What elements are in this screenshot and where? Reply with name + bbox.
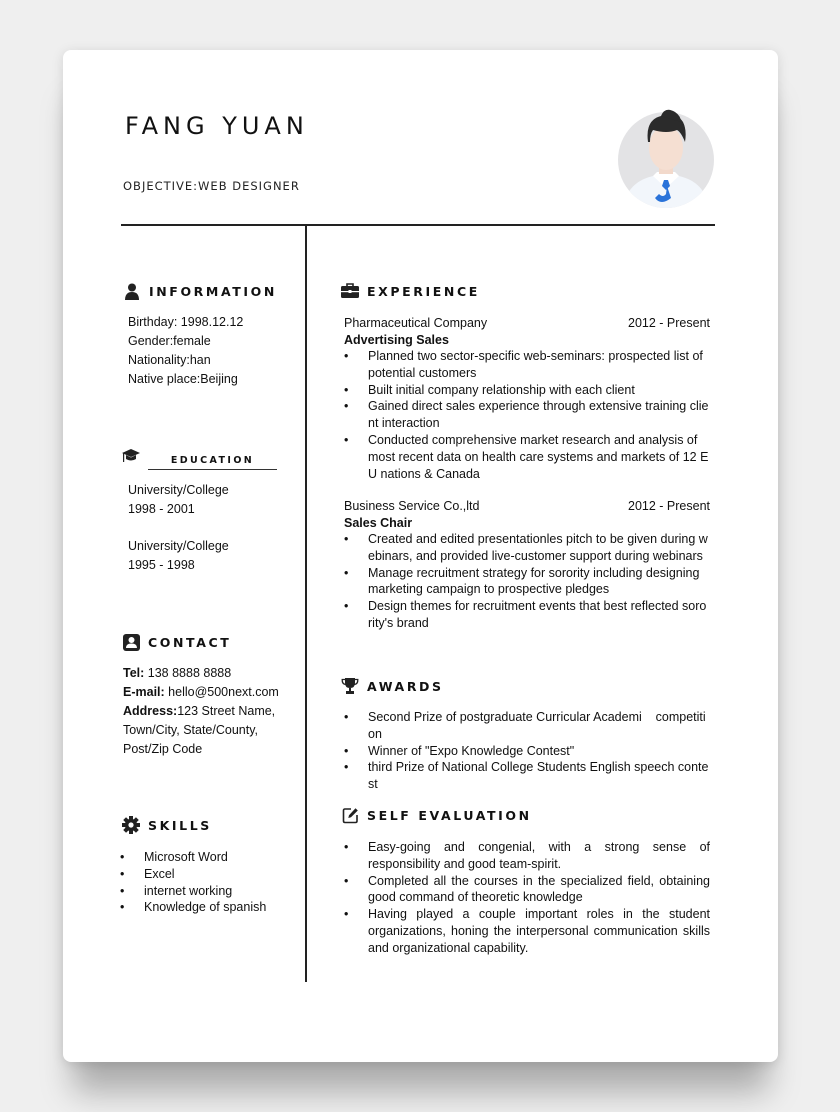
male-avatar-icon <box>615 98 717 208</box>
native-place: Native place:Beijing <box>128 372 238 386</box>
resume-page <box>63 50 778 1062</box>
information-title: INFORMATION <box>149 283 277 299</box>
experience-job <box>344 498 710 632</box>
contact-card-icon <box>122 633 140 651</box>
job-period: 2012 - Present <box>628 316 710 330</box>
email-label: E-mail: <box>123 685 165 699</box>
skill-item: • Knowledge of spanish <box>120 899 266 916</box>
job-bullets <box>344 531 710 632</box>
awards-list <box>344 709 710 793</box>
job-bullet: • Design themes for recruitment events that best reflected sorority's brand <box>344 598 710 632</box>
awards-title: AWARDS <box>367 678 444 694</box>
education-years: 1998 - 2001 <box>128 502 195 516</box>
awards-heading <box>341 677 444 695</box>
briefcase-icon <box>341 282 359 300</box>
self-evaluation-heading <box>341 806 532 824</box>
experience-title: EXPERIENCE <box>367 283 480 299</box>
education-entry <box>128 537 229 575</box>
self-evaluation-item: • Easy-going and congenial, with a strong sense of responsibility and good team-spirit. <box>344 839 710 873</box>
address-line-2: Town/City, State/County, <box>123 723 259 737</box>
education-school: University/College <box>128 483 229 497</box>
award-item: • third Prize of National College Students English speech contest <box>344 759 710 793</box>
graduation-cap-icon <box>122 447 140 465</box>
tel-value: 138 8888 8888 <box>144 666 232 680</box>
contact-heading <box>122 633 231 651</box>
contact-address <box>123 702 279 721</box>
skills-title: SKILLS <box>148 817 212 833</box>
job-bullets <box>344 348 710 482</box>
gender: Gender:female <box>128 334 211 348</box>
education-school: University/College <box>128 539 229 553</box>
award-item: • Second Prize of postgraduate Curricular Academi competition <box>344 709 710 743</box>
candidate-name: FANG YUAN <box>125 112 309 140</box>
skills-list <box>120 849 266 916</box>
self-evaluation-list <box>344 839 714 957</box>
job-header <box>344 498 710 515</box>
award-item: • Winner of "Expo Knowledge Contest" <box>344 743 710 760</box>
experience-heading <box>341 282 480 300</box>
contact-list <box>123 664 279 759</box>
column-divider <box>305 225 307 982</box>
job-role: Sales Chair <box>344 515 413 530</box>
email-value[interactable]: hello@500next.com <box>164 685 279 699</box>
job-period: 2012 - Present <box>628 499 710 513</box>
education-list <box>128 481 229 575</box>
address-label: Address: <box>123 704 178 718</box>
self-evaluation-title: SELF EVALUATION <box>367 807 532 823</box>
education-entry <box>128 481 229 519</box>
job-header <box>344 315 710 332</box>
experience-job <box>344 315 710 482</box>
contact-email <box>123 683 279 702</box>
job-bullet: • Planned two sector-specific web-seminars: prospected list of potential customers <box>344 348 710 382</box>
contact-title: CONTACT <box>148 634 232 650</box>
job-bullet: • Manage recruitment strategy for sorority including designing marketing campaign to prospective pledges <box>344 565 710 599</box>
header-divider <box>121 224 715 226</box>
skill-item: • internet working <box>120 883 266 900</box>
skills-heading <box>122 816 212 834</box>
education-years: 1995 - 1998 <box>128 558 195 572</box>
address-line-1: 123 Street Name, <box>177 704 276 718</box>
contact-tel <box>123 664 279 683</box>
skill-item: • Excel <box>120 866 266 883</box>
gear-icon <box>122 816 140 834</box>
job-bullet: • Built initial company relationship with each client <box>344 382 710 399</box>
job-role: Advertising Sales <box>344 332 449 347</box>
job-bullet: • Gained direct sales experience through extensive training client interaction <box>344 398 710 432</box>
job-company: Pharmaceutical Company <box>344 316 488 330</box>
birthday: Birthday: 1998.12.12 <box>128 315 244 329</box>
trophy-icon <box>341 677 359 695</box>
education-title: EDUCATION <box>170 455 255 466</box>
education-heading <box>148 450 277 470</box>
tel-label: Tel: <box>123 666 145 680</box>
person-icon <box>123 282 141 300</box>
education-heading-icon-wrap <box>122 447 140 465</box>
objective: OBJECTIVE:WEB DESIGNER <box>123 179 300 193</box>
job-bullet: • Created and edited presentationles pitch to be given during webinars, and provided live-customer support during webinars <box>344 531 710 565</box>
job-bullet: • Conducted comprehensive market research and analysis of most recent data on health care systems and markets of 12 EU nations & Canada <box>344 432 710 482</box>
self-evaluation-item: • Completed all the courses in the specialized field, obtaining good command of theoretic knowledge <box>344 873 710 907</box>
information-list <box>128 313 243 389</box>
information-heading <box>123 282 277 300</box>
address-line-3: Post/Zip Code <box>123 742 203 756</box>
edit-icon <box>341 806 359 824</box>
self-evaluation-item: • Having played a couple important roles in the student organizations, honing the interpersonal communication skills and organizational capability. <box>344 906 710 956</box>
skill-item: • Microsoft Word <box>120 849 266 866</box>
nationality: Nationality:han <box>128 353 211 367</box>
job-company: Business Service Co.,ltd <box>344 499 480 513</box>
